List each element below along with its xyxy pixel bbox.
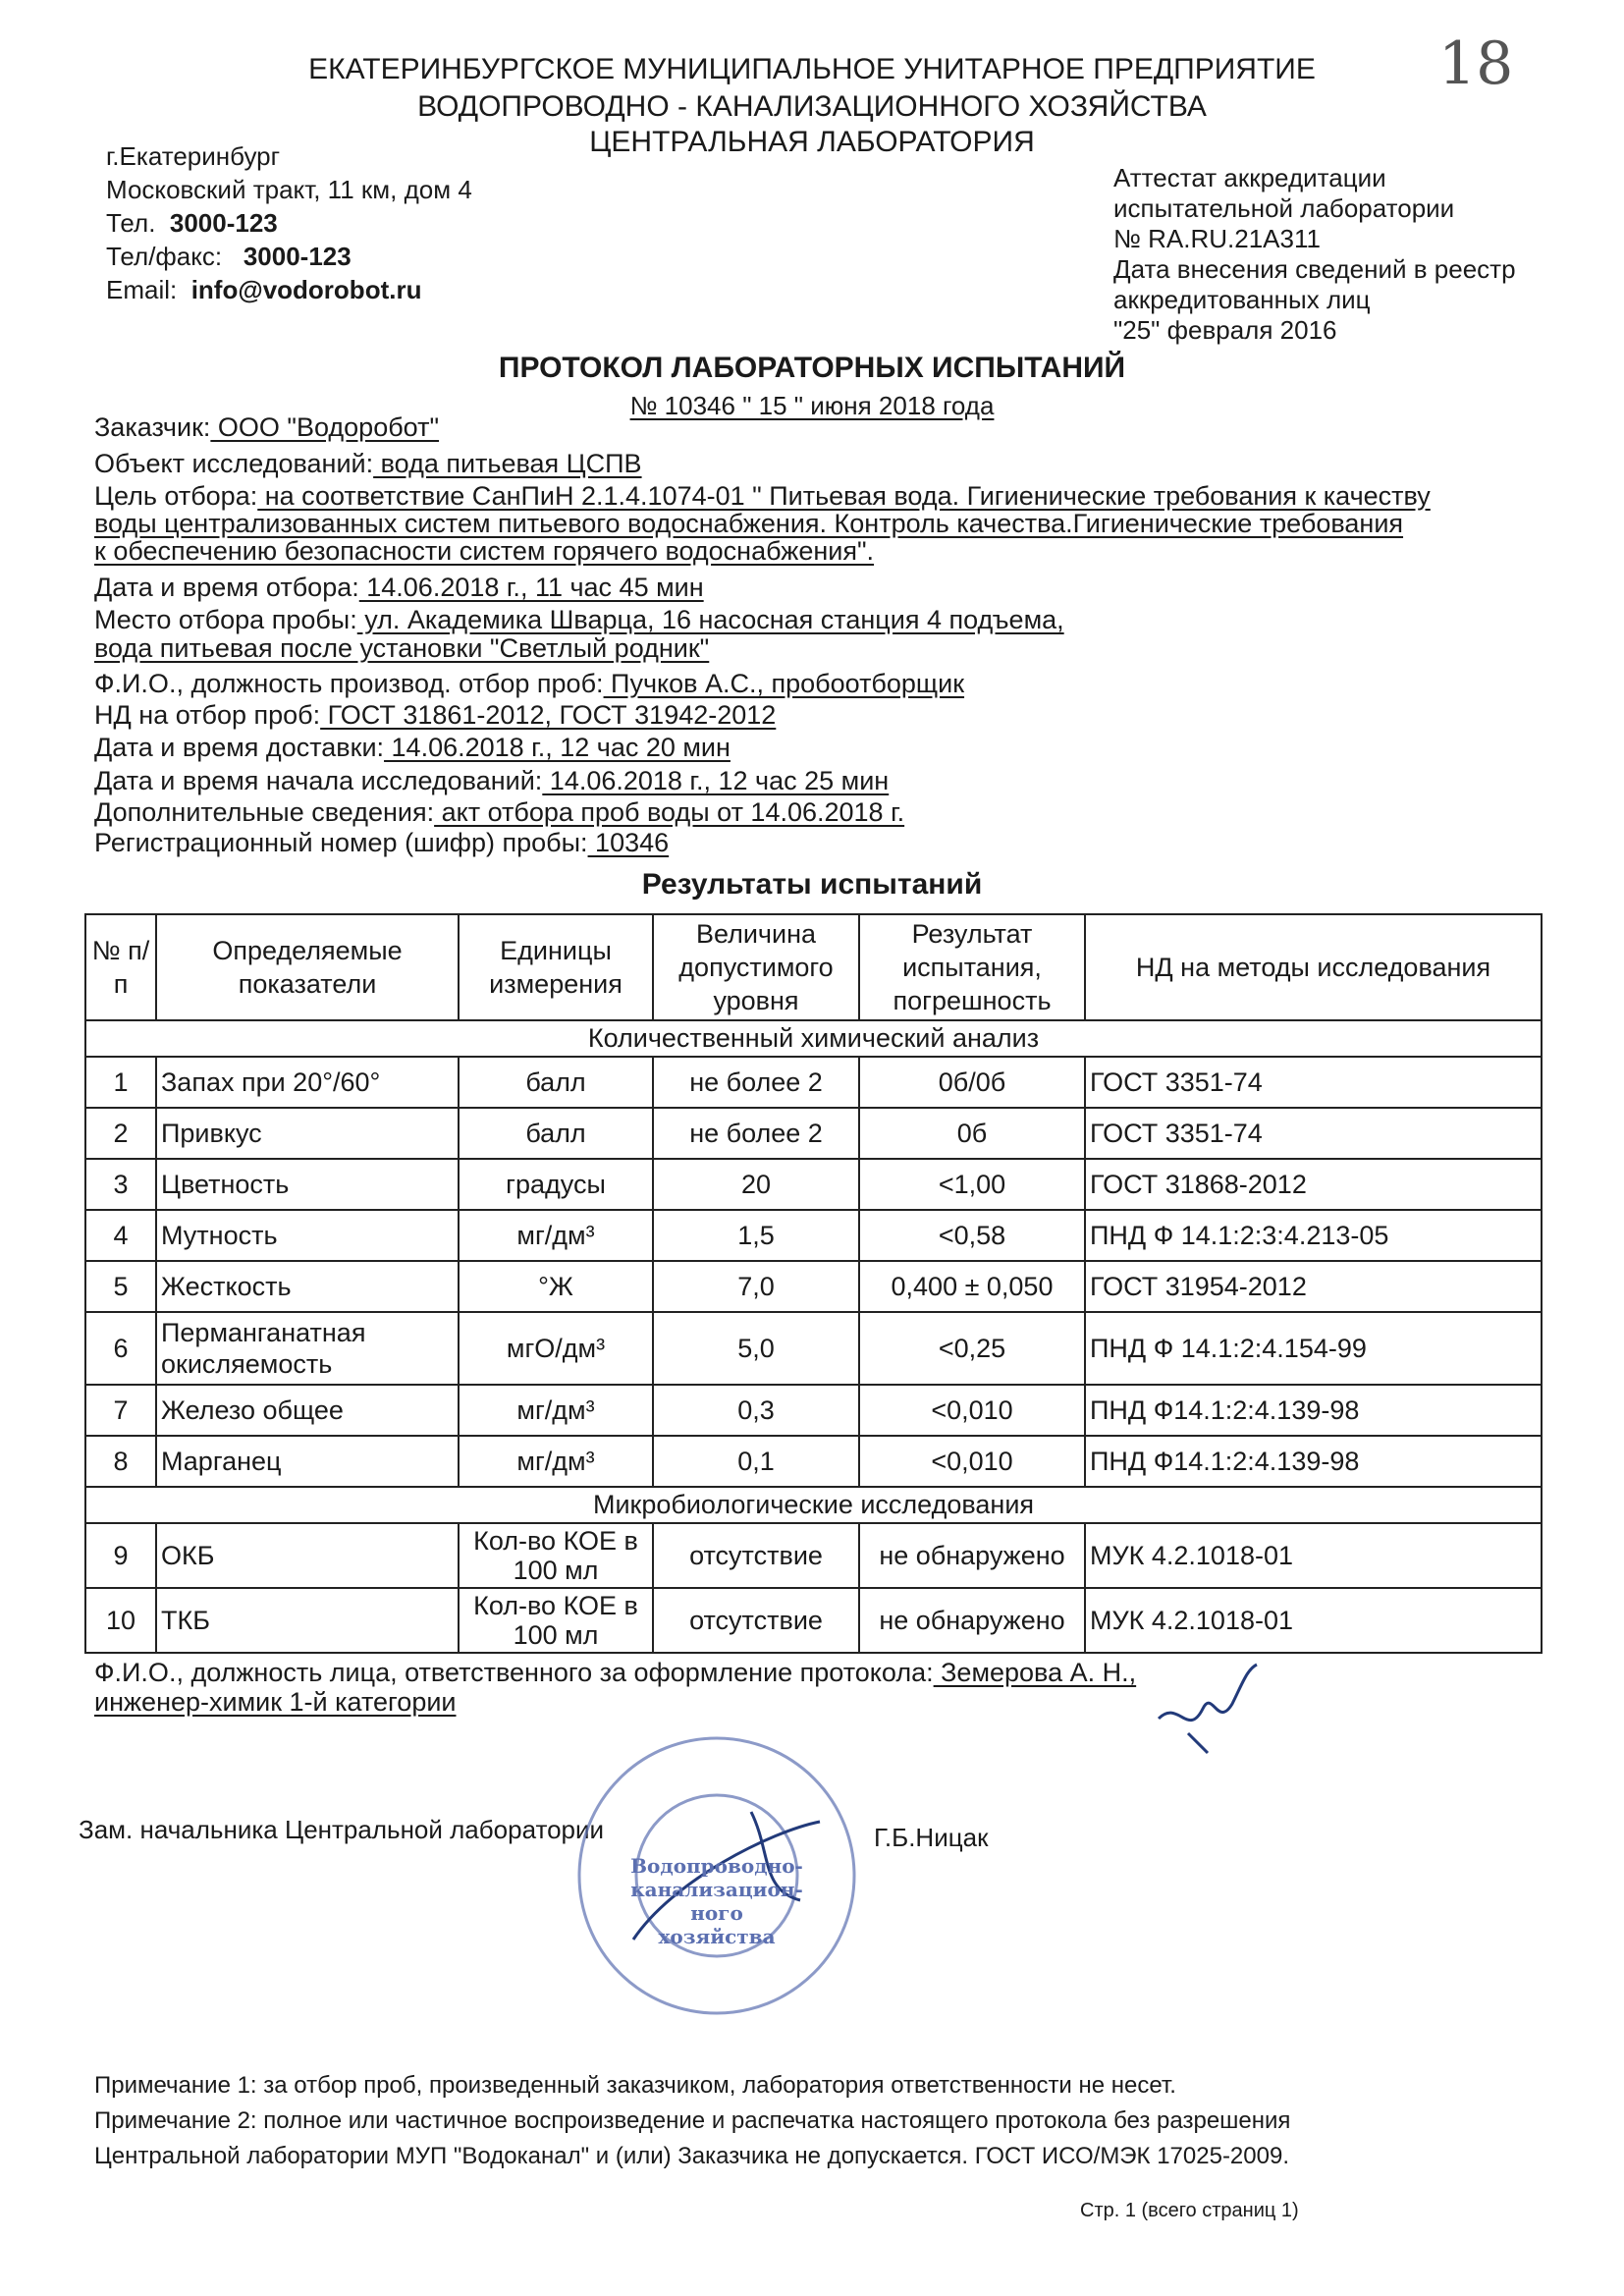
customer-field: Заказчик: ООО "Водоробот" (94, 412, 440, 442)
section-chemical: Количественный химический анализ (85, 1020, 1542, 1057)
row-result: <0,58 (859, 1210, 1085, 1261)
row-method: ПНД Ф 14.1:2:3:4.213-05 (1085, 1210, 1542, 1261)
row-unit: градусы (459, 1159, 653, 1210)
accreditation-number: № RA.RU.21А311 (1113, 224, 1321, 253)
sampling-place-field: Место отбора пробы: ул. Академика Шварца, 16 насосная станция 4 подъема, (94, 605, 1064, 634)
stamp-center-text: Водопроводно- канализацион- ного хозяйства (630, 1854, 803, 1948)
note-2: Примечание 2: полное или частичное воспроизведение и распечатка настоящего протокола без разрешения (94, 2107, 1291, 2134)
notes-block (94, 2068, 1290, 2174)
row-unit: мгО/дм³ (459, 1312, 653, 1385)
row-unit: балл (459, 1108, 653, 1159)
table-row (85, 1108, 1542, 1159)
row-indicator: ТКБ (156, 1588, 459, 1653)
row-method: МУК 4.2.1018-01 (1085, 1588, 1542, 1653)
delivery-datetime-field: Дата и время доставки: 14.06.2018 г., 12 час 20 мин (94, 733, 731, 762)
row-number: 8 (85, 1436, 156, 1487)
address-street: Московский тракт, 11 км, дом 4 (106, 175, 472, 204)
table-row (85, 1523, 1542, 1588)
row-indicator: Мутность (156, 1210, 459, 1261)
row-number: 9 (85, 1523, 156, 1588)
row-limit: 5,0 (653, 1312, 859, 1385)
address-block (106, 139, 472, 306)
row-number: 6 (85, 1312, 156, 1385)
row-unit: °Ж (459, 1261, 653, 1312)
org-name-line1: ЕКАТЕРИНБУРГСКОЕ МУНИЦИПАЛЬНОЕ УНИТАРНОЕ ПРЕДПРИЯТИЕ (308, 53, 1316, 85)
row-limit: не более 2 (653, 1108, 859, 1159)
object-field: Объект исследований: вода питьевая ЦСПВ (94, 449, 642, 478)
additional-info-field: Дополнительные сведения: акт отбора проб воды от 14.06.2018 г. (94, 797, 905, 827)
registration-number-field: Регистрационный номер (шифр) пробы: 10346 (94, 828, 670, 857)
row-result: 0б/0б (859, 1057, 1085, 1108)
research-start-field: Дата и время начала исследований: 14.06.2018 г., 12 час 25 мин (94, 766, 890, 795)
handwritten-page-number: 18 (1438, 29, 1514, 98)
col-header-method: НД на методы исследования (1085, 914, 1542, 1020)
table-row (85, 1588, 1542, 1653)
responsible-position: инженер-химик 1-й категории (94, 1687, 457, 1717)
sampling-place-line-2: вода питьевая после установки "Светлый родник" (94, 633, 710, 663)
note-1: Примечание 1: за отбор проб, произведенный заказчиком, лаборатория ответственности не несет. (94, 2072, 1176, 2099)
row-method: ПНД Ф14.1:2:4.139-98 (1085, 1385, 1542, 1436)
row-result: не обнаружено (859, 1588, 1085, 1653)
row-method: ПНД Ф 14.1:2:4.154-99 (1085, 1312, 1542, 1385)
table-row (85, 1210, 1542, 1261)
row-limit: 20 (653, 1159, 859, 1210)
row-limit: 0,1 (653, 1436, 859, 1487)
row-unit: Кол-во КОЕ в 100 мл (459, 1588, 653, 1653)
row-indicator: Цветность (156, 1159, 459, 1210)
row-limit: отсутствие (653, 1523, 859, 1588)
row-unit: балл (459, 1057, 653, 1108)
row-indicator: Жесткость (156, 1261, 459, 1312)
accreditation-line: испытательной лаборатории (1113, 193, 1455, 223)
row-method: ПНД Ф14.1:2:4.139-98 (1085, 1436, 1542, 1487)
table-row (85, 1261, 1542, 1312)
accreditation-line: Дата внесения сведений в реестр (1113, 254, 1516, 284)
table-row (85, 1385, 1542, 1436)
row-method: ГОСТ 3351-74 (1085, 1108, 1542, 1159)
row-unit: мг/дм³ (459, 1210, 653, 1261)
address-fax: Тел/факс: 3000-123 (106, 242, 352, 271)
sampling-nd-field: НД на отбор проб: ГОСТ 31861-2012, ГОСТ 31942-2012 (94, 700, 777, 730)
signoff-role: Зам. начальника Центральной лаборатории (79, 1815, 605, 1844)
section-row (85, 1487, 1542, 1523)
row-result: <1,00 (859, 1159, 1085, 1210)
results-table (84, 913, 1543, 1654)
results-title: Результаты испытаний (641, 868, 983, 901)
org-name-line2: ВОДОПРОВОДНО - КАНАЛИЗАЦИОННОГО ХОЗЯЙСТВА (417, 90, 1207, 123)
table-row (85, 1057, 1542, 1108)
row-result: не обнаружено (859, 1523, 1085, 1588)
row-indicator: Железо общее (156, 1385, 459, 1436)
col-header-number: № п/п (85, 914, 156, 1020)
row-limit: 0,3 (653, 1385, 859, 1436)
protocol-number: № 10346 " 15 " июня 2018 года (629, 391, 995, 420)
row-result: 0,400 ± 0,050 (859, 1261, 1085, 1312)
responsible-signature (1149, 1660, 1267, 1758)
signoff-name: Г.Б.Ницак (874, 1823, 989, 1852)
page-footer: Стр. 1 (всего страниц 1) (1080, 2200, 1299, 2221)
row-method: ГОСТ 31868-2012 (1085, 1159, 1542, 1210)
org-name-line3: ЦЕНТРАЛЬНАЯ ЛАБОРАТОРИЯ (589, 126, 1035, 158)
row-result: <0,010 (859, 1436, 1085, 1487)
purpose-field: Цель отбора: на соответствие СанПиН 2.1.4.1074-01 " Питьевая вода. Гигиенические требования к качеству (94, 481, 1431, 511)
col-header-units: Единицы измерения (459, 914, 653, 1020)
accreditation-line: аккредитованных лиц (1113, 285, 1371, 314)
row-limit: не более 2 (653, 1057, 859, 1108)
protocol-title: ПРОТОКОЛ ЛАБОРАТОРНЫХ ИСПЫТАНИЙ (498, 352, 1126, 384)
col-header-result: Результат испытания, погрешность (859, 914, 1085, 1020)
accreditation-line: Аттестат аккредитации (1113, 163, 1386, 192)
note-3: Центральной лаборатории МУП "Водоканал" и (или) Заказчика не допускается. ГОСТ ИСО/МЭК 17025-2009. (94, 2143, 1289, 2169)
row-number: 2 (85, 1108, 156, 1159)
section-row (85, 1020, 1542, 1057)
table-row (85, 1436, 1542, 1487)
row-result: <0,010 (859, 1385, 1085, 1436)
row-number: 7 (85, 1385, 156, 1436)
row-indicator: Привкус (156, 1108, 459, 1159)
row-unit: мг/дм³ (459, 1385, 653, 1436)
row-result: <0,25 (859, 1312, 1085, 1385)
row-limit: 1,5 (653, 1210, 859, 1261)
row-number: 10 (85, 1588, 156, 1653)
row-method: ГОСТ 3351-74 (1085, 1057, 1542, 1108)
table-row (85, 1312, 1542, 1385)
row-indicator: ОКБ (156, 1523, 459, 1588)
table-row (85, 1159, 1542, 1210)
purpose-line-3: к обеспечению безопасности систем горячего водоснабжения". (94, 536, 875, 566)
purpose-line-2: воды централизованных систем питьевого водоснабжения. Контроль качества.Гигиенические требования (94, 509, 1404, 538)
col-header-limit: Величина допустимого уровня (653, 914, 859, 1020)
accreditation-date: "25" февраля 2016 (1113, 315, 1337, 345)
row-unit: Кол-во КОЕ в 100 мл (459, 1523, 653, 1588)
row-indicator: Марганец (156, 1436, 459, 1487)
row-limit: отсутствие (653, 1588, 859, 1653)
table-header-row (85, 914, 1542, 1020)
address-city: г.Екатеринбург (106, 141, 281, 171)
row-limit: 7,0 (653, 1261, 859, 1312)
sampling-datetime-field: Дата и время отбора: 14.06.2018 г., 11 час 45 мин (94, 573, 704, 602)
row-indicator: Перманганатная окисляемость (156, 1312, 459, 1385)
row-indicator: Запах при 20°/60° (156, 1057, 459, 1108)
sampler-field: Ф.И.О., должность производ. отбор проб: Пучков А.С., пробоотборщик (94, 669, 965, 698)
row-method: ГОСТ 31954-2012 (1085, 1261, 1542, 1312)
responsible-field: Ф.И.О., должность лица, ответственного за оформление протокола: Земерова А. Н., (94, 1658, 1137, 1687)
row-method: МУК 4.2.1018-01 (1085, 1523, 1542, 1588)
row-number: 5 (85, 1261, 156, 1312)
row-number: 4 (85, 1210, 156, 1261)
row-number: 1 (85, 1057, 156, 1108)
accreditation-block (1113, 163, 1516, 346)
section-microbiology: Микробиологические исследования (85, 1487, 1542, 1523)
address-tel: Тел. 3000-123 (106, 208, 278, 238)
row-unit: мг/дм³ (459, 1436, 653, 1487)
address-email: Email: info@vodorobot.ru (106, 275, 422, 304)
col-header-indicator: Определяемые показатели (156, 914, 459, 1020)
row-number: 3 (85, 1159, 156, 1210)
row-result: 0б (859, 1108, 1085, 1159)
